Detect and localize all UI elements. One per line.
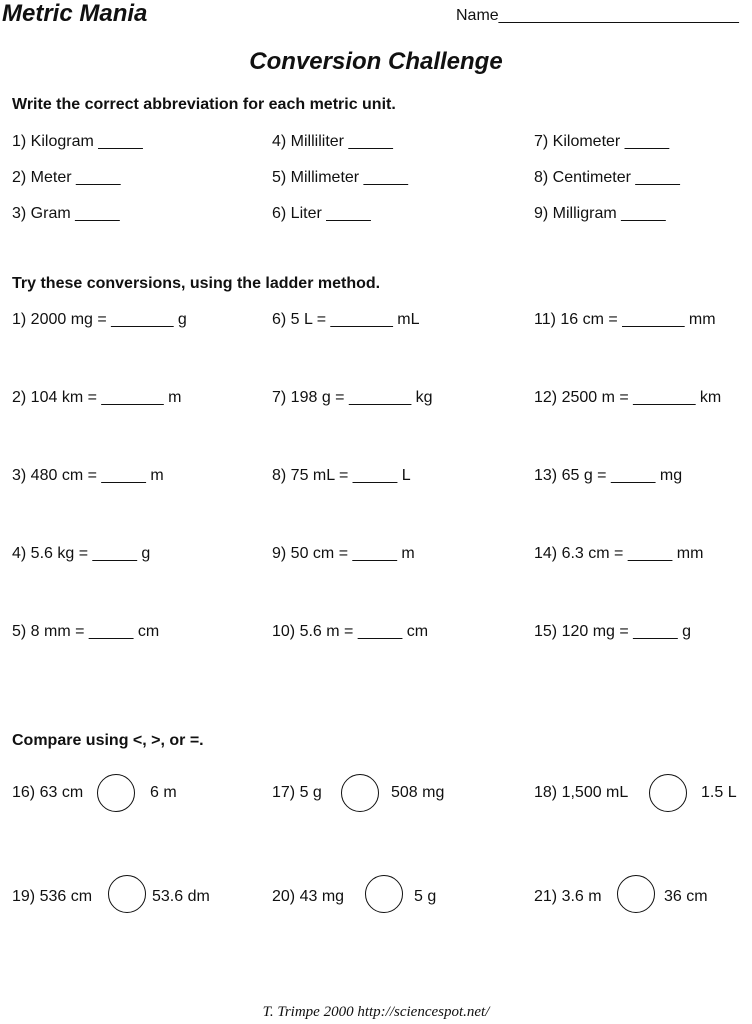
page-title: Conversion Challenge <box>249 48 503 75</box>
compare-right: 1.5 L <box>701 784 737 801</box>
compare-left: 16) 63 cm <box>12 784 84 801</box>
conversion-item: 6) 5 L = _______ mL <box>272 311 420 328</box>
answer-circle[interactable] <box>341 774 379 812</box>
answer-circle[interactable] <box>108 875 146 913</box>
conversion-item: 10) 5.6 m = _____ cm <box>272 623 429 640</box>
conversion-item: 11) 16 cm = _______ mm <box>534 311 716 328</box>
answer-circle[interactable] <box>365 875 403 913</box>
abbrev-item: 9) Milligram _____ <box>534 205 666 222</box>
abbrev-item: 6) Liter _____ <box>272 205 371 222</box>
compare-left: 19) 536 cm <box>12 888 93 905</box>
abbrev-item: 1) Kilogram _____ <box>12 133 143 150</box>
conversion-item: 14) 6.3 cm = _____ mm <box>534 545 704 562</box>
abbrev-item: 3) Gram _____ <box>12 205 120 222</box>
compare-right: 36 cm <box>664 888 708 905</box>
conversion-item: 13) 65 g = _____ mg <box>534 467 683 484</box>
abbrev-item: 8) Centimeter _____ <box>534 169 680 186</box>
conversion-item: 3) 480 cm = _____ m <box>12 467 164 484</box>
conversion-item: 2) 104 km = _______ m <box>12 389 182 406</box>
abbreviation-instruction: Write the correct abbreviation for each metric unit. <box>12 96 396 113</box>
conversion-instruction: Try these conversions, using the ladder method. <box>12 275 381 292</box>
abbrev-item: 2) Meter _____ <box>12 169 121 186</box>
answer-circle[interactable] <box>649 774 687 812</box>
compare-right: 5 g <box>414 888 437 905</box>
compare-right: 53.6 dm <box>152 888 210 905</box>
compare-right: 6 m <box>150 784 177 801</box>
conversion-item: 4) 5.6 kg = _____ g <box>12 545 151 562</box>
abbrev-item: 4) Milliliter _____ <box>272 133 393 150</box>
compare-left: 20) 43 mg <box>272 888 345 905</box>
abbrev-item: 5) Millimeter _____ <box>272 169 409 186</box>
worksheet-brand: Metric Mania <box>2 0 148 27</box>
conversion-item: 12) 2500 m = _______ km <box>534 389 722 406</box>
compare-left: 18) 1,500 mL <box>534 784 629 801</box>
conversion-item: 15) 120 mg = _____ g <box>534 623 692 640</box>
conversion-item: 9) 50 cm = _____ m <box>272 545 415 562</box>
abbrev-item: 7) Kilometer _____ <box>534 133 670 150</box>
name-field: Name___________________________ <box>456 7 739 24</box>
footer-credit: T. Trimpe 2000 http://sciencespot.net/ <box>262 1004 490 1020</box>
compare-right: 508 mg <box>391 784 445 801</box>
answer-circle[interactable] <box>97 774 135 812</box>
compare-left: 21) 3.6 m <box>534 888 602 905</box>
conversion-item: 1) 2000 mg = _______ g <box>12 311 187 328</box>
answer-circle[interactable] <box>617 875 655 913</box>
compare-instruction: Compare using <, >, or =. <box>12 732 204 749</box>
conversion-item: 8) 75 mL = _____ L <box>272 467 411 484</box>
compare-left: 17) 5 g <box>272 784 322 801</box>
conversion-item: 5) 8 mm = _____ cm <box>12 623 160 640</box>
conversion-item: 7) 198 g = _______ kg <box>272 389 433 406</box>
